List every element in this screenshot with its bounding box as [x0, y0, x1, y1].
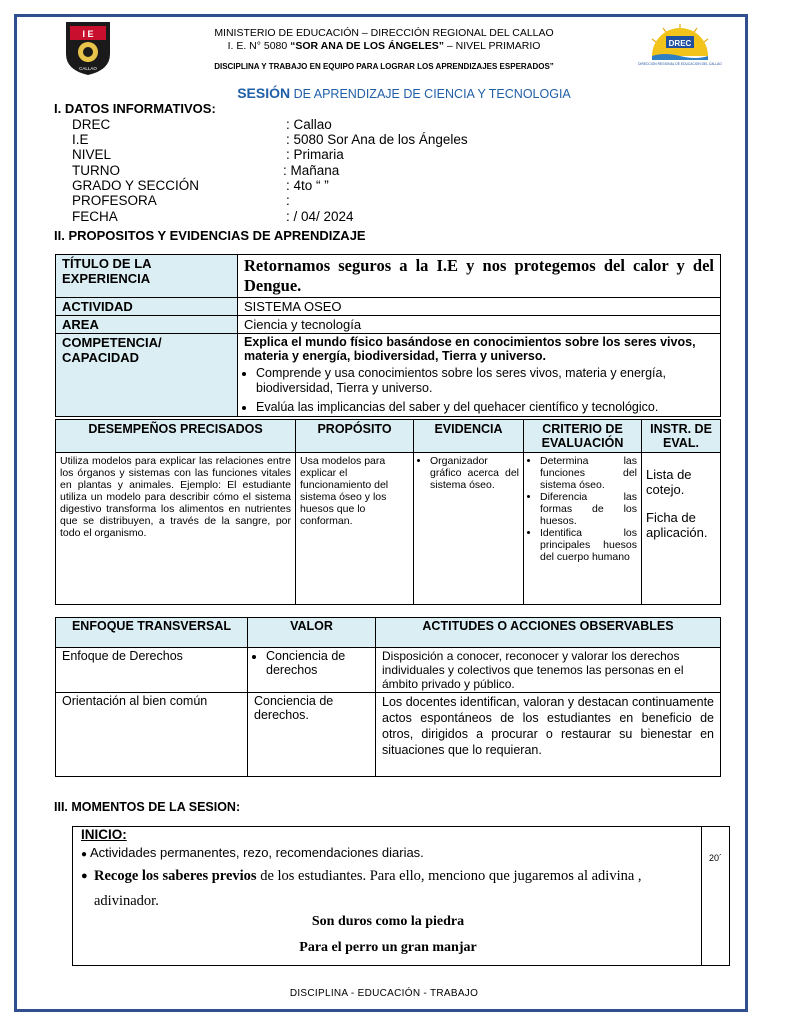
- col-header-proposito: PROPÓSITO: [296, 420, 414, 453]
- enfoque-derechos: Enfoque de Derechos: [56, 648, 248, 693]
- col-header-actitudes: ACTITUDES O ACCIONES OBSERVABLES: [376, 618, 721, 648]
- area-label: AREA: [56, 316, 238, 334]
- enfoque-table: [55, 617, 721, 777]
- time-column: [701, 827, 729, 965]
- actitud-derechos: Disposición a conocer, reconocer y valorar los derechos individuales y colectivos que tenemos las personas en el ámbito privado y público.: [376, 648, 721, 693]
- inicio-bullet-1: ● Actividades permanentes, rezo, recomendaciones diarias.: [81, 845, 424, 860]
- evidencia-cell: [414, 453, 524, 605]
- info-value-fecha: : / 04/ 2024: [286, 209, 354, 224]
- inicio-label: INICIO:: [81, 827, 127, 842]
- instrumento-lista: Lista de cotejo.: [646, 467, 692, 497]
- col-header-instrumento: INSTR. DE EVAL.: [642, 420, 721, 453]
- inicio-bullet-2: ● Recoge los saberes previos de los estudiantes. Para ello, menciono que jugaremos al adivina , adivinador.: [81, 868, 642, 909]
- criterio-item: • Identifica los principales huesos del cuerpo humano: [540, 527, 637, 563]
- info-label-fecha: FECHA: [72, 209, 118, 224]
- criterio-item: • Diferencia las formas de los huesos.: [540, 491, 637, 527]
- titulo-value: Retornamos seguros a la I.E y nos protegemos del calor y del Dengue.: [238, 255, 721, 298]
- info-label-profesora: PROFESORA: [72, 193, 157, 208]
- school-header: I. E. N° 5080 “SOR ANA DE LOS ÁNGELES” – NIVEL PRIMARIO: [227, 40, 541, 52]
- drec-logo-caption: DIRECCION REGIONAL DE EDUCACION DEL CALLAO: [638, 62, 722, 66]
- riddle-line-2: Para el perro un gran manjar: [299, 940, 477, 955]
- competencia-label: COMPETENCIA/ CAPACIDAD: [56, 334, 238, 417]
- criterio-item: • Determina las funciones del sistema óseo.: [540, 455, 637, 491]
- valor-cell: [248, 648, 376, 693]
- crest-letters: I E: [82, 29, 94, 39]
- valor-item: • Conciencia de derechos: [266, 649, 369, 677]
- info-value-drec: : Callao: [286, 117, 332, 132]
- drec-logo-text: DREC: [668, 39, 692, 48]
- actitud-bien-comun: Los docentes identifican, valoran y destacan continuamente actos espontáneos de los estudiantes en beneficio de otros, dirigidos a procurar o restaurar su bienestar en situaciones que lo requieran.: [376, 693, 721, 777]
- motto: DISCIPLINA Y TRABAJO EN EQUIPO PARA LOGRAR LOS APRENDIZAJES ESPERADOS”: [214, 62, 554, 71]
- experience-table: [55, 254, 721, 417]
- desempeno-cell: Utiliza modelos para explicar las relaciones entre los órganos y sistemas con las funciones vitales en plantas y animales. Ejemplo: El estudiante utiliza un modelo para describir cómo el sistema digestivo transforma los alimentos en nutrientes que se distribuyen, a través de la sangre, por todo el organismo.: [56, 453, 296, 605]
- info-value-grado: : 4to “ ”: [286, 178, 329, 193]
- col-header-criterio: CRITERIO DE EVALUACIÓN: [524, 420, 642, 453]
- col-header-enfoque: ENFOQUE TRANSVERSAL: [56, 618, 248, 648]
- info-label-drec: DREC: [72, 117, 111, 132]
- inicio-box: [72, 826, 730, 966]
- info-value-ie: : 5080 Sor Ana de los Ángeles: [286, 132, 468, 147]
- col-header-valor: VALOR: [248, 618, 376, 648]
- criterio-cell: [524, 453, 642, 605]
- riddle-line-1: Son duros como la piedra: [311, 914, 465, 929]
- capacidad-item: • Evalúa las implicancias del saber y del quehacer científico y tecnológico.: [256, 400, 714, 415]
- valor-bien-comun: Conciencia de derechos.: [248, 693, 376, 777]
- info-value-turno: : Mañana: [283, 163, 340, 178]
- info-value-profesora: :: [286, 193, 290, 208]
- info-label-ie: I.E: [72, 132, 89, 147]
- info-label-nivel: NIVEL: [72, 147, 112, 162]
- area-value: Ciencia y tecnología: [238, 316, 721, 334]
- competencia-cell: [238, 334, 721, 417]
- info-label-grado: GRADO Y SECCIÓN: [72, 178, 200, 193]
- instrumento-cell: [642, 453, 721, 605]
- col-header-evidencia: EVIDENCIA: [414, 420, 524, 453]
- inicio-time: 20´: [708, 853, 722, 863]
- col-header-desempenos: DESEMPEÑOS PRECISADOS: [56, 420, 296, 453]
- desempenos-table: [55, 419, 721, 605]
- page-title: SESIÓN DE APRENDIZAJE DE CIENCIA Y TECNOLOGIA: [237, 85, 571, 101]
- ministry-header: MINISTERIO DE EDUCACIÓN – DIRECCIÓN REGIONAL DEL CALLAO: [214, 27, 554, 39]
- actividad-value: SISTEMA OSEO: [238, 298, 721, 316]
- enfoque-bien-comun: Orientación al bien común: [56, 693, 248, 777]
- section-2-heading: II. PROPOSITOS Y EVIDENCIAS DE APRENDIZAJE: [54, 228, 366, 243]
- section-1-heading: I. DATOS INFORMATIVOS:: [54, 101, 216, 116]
- info-value-nivel: : Primaria: [286, 147, 344, 162]
- instrumento-ficha: Ficha de aplicación.: [646, 510, 708, 540]
- titulo-label: TÍTULO DE LA EXPERIENCIA: [56, 255, 238, 298]
- proposito-cell: Usa modelos para explicar el funcionamiento del sistema óseo y los huesos que lo conforman.: [296, 453, 414, 605]
- competencia-value: Explica el mundo físico basándose en conocimientos sobre los seres vivos, materia y energía, biodiversidad, Tierra y universo.: [244, 335, 696, 363]
- actividad-label: ACTIVIDAD: [56, 298, 238, 316]
- capacidad-item: • Comprende y usa conocimientos sobre los seres vivos, materia y energía, biodiversidad, Tierra y universo.: [256, 366, 714, 396]
- info-label-turno: TURNO: [72, 163, 120, 178]
- crest-caption: CALLAO: [79, 66, 97, 71]
- section-3-heading: III. MOMENTOS DE LA SESION:: [54, 800, 241, 814]
- evidencia-item: • Organizador gráfico acerca del sistema óseo.: [430, 455, 519, 491]
- footer-motto: DISCIPLINA - EDUCACIÓN - TRABAJO: [289, 988, 479, 999]
